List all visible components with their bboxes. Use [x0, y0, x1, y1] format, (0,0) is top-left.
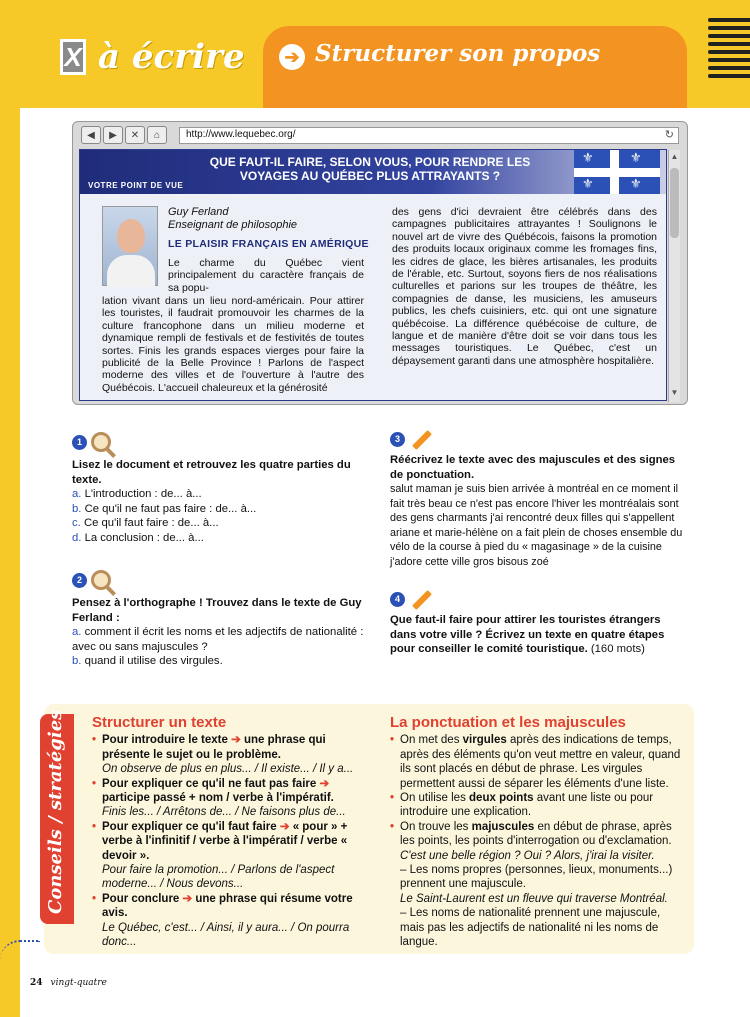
exercise-instruction: Pensez à l'orthographe ! Trouvez dans le texte de Guy Ferland :: [72, 597, 362, 624]
list-item: • Pour expliquer ce qu'il ne faut pas faire ➔ participe passé + nom / verbe à l'impératif.: [92, 777, 376, 806]
arrow-right-icon: ➔: [279, 44, 305, 70]
exercise-number: 4: [390, 592, 405, 607]
exercise-instruction: Réécrivez le texte avec des majuscules et des signes de ponctuation.: [390, 454, 676, 481]
web-article: [79, 149, 679, 401]
section-heading: [60, 28, 245, 86]
example-text: On observe de plus en plus... / Il existe... / Il y a...: [102, 763, 354, 776]
lesson-title: Structurer son propos: [315, 40, 601, 67]
scrollbar[interactable]: [668, 150, 680, 402]
url-text: http://www.lequebec.org/: [186, 129, 296, 140]
tips-right-title: La ponctuation et les majuscules: [390, 714, 626, 731]
tips-left-column: [92, 716, 376, 950]
list-item: d. La conclusion : de... à...: [72, 531, 204, 544]
example-text: Pour faire la promotion... / Parlons de l'aspect moderne... / Nous devons...: [102, 864, 335, 891]
home-icon[interactable]: ⌂: [147, 126, 167, 144]
exercise-instruction: Lisez le document et retrouvez les quatre parties du texte.: [72, 459, 351, 486]
article-banner: [80, 150, 666, 194]
url-bar[interactable]: [179, 127, 679, 144]
magnifier-icon: [91, 570, 111, 590]
exercise-2: [72, 570, 372, 669]
list-item: • On trouve les majuscules en début de phrase, après les points, les points d'interrogation ou d'exclamation.: [390, 820, 686, 849]
list-item: a. L'introduction : de... à...: [72, 488, 202, 500]
word-count: (160 mots): [590, 643, 645, 655]
article-title: LE PLAISIR FRANÇAIS EN AMÉRIQUE: [168, 238, 369, 250]
scroll-thumb[interactable]: [670, 168, 679, 238]
x-logo-icon: X: [60, 39, 86, 75]
scroll-up-icon[interactable]: ▲: [670, 152, 679, 161]
example-text: Finis les... / Arrêtons de... / Ne faisons plus de...: [102, 806, 346, 819]
list-item: b. Ce qu'il ne faut pas faire : de... à...: [72, 502, 257, 515]
article-col2: des gens d'ici devraient être célébrés dans des campagnes publicitaires attrayantes ! Soulignons le nouvel art de vivre des Québécois, faisons la promotion des produits locaux originaux comme les fromages fins, les cidres de glace, les bières artisanales, les produits de l'érable, etc. Surtout, soyons fiers de nos réalisations culturelles et parions sur les troupes de théâtre, les compagnies de danse, les musiciens, les amuseurs publics, les chefs cuisiniers, etc. qui ont une signature québécoise. La différence québécoise de culture, de langue et de manière d'être doit se voir dans tous les messages touristiques. Le Québec, c'est un dépaysement garanti dans une atmosphère hospitalière.: [392, 206, 657, 367]
decorative-dots: [0, 940, 40, 980]
pencil-icon: [412, 430, 432, 450]
list-item: • On met des virgules après des indications de temps, après des éléments qu'on veut mettre en valeur, quand ils sont placés en début de phrase. Les virgules permettent aussi de séparer les éléments d'une liste.: [390, 733, 686, 791]
exercise-4: [390, 592, 690, 657]
browser-window: [72, 121, 688, 405]
example-text: C'est une belle région ? Oui ? Alors, j'irai la visiter.: [400, 849, 655, 862]
tips-left-title: Structurer un texte: [92, 714, 227, 731]
rule-text: – Les noms propres (personnes, lieux, monuments...) prennent une majuscule.: [400, 864, 673, 891]
exercise-number: 1: [72, 435, 87, 450]
page-footer: [30, 978, 107, 988]
pencil-icon: [412, 590, 432, 610]
browser-nav: [81, 126, 167, 144]
back-icon[interactable]: ◀: [81, 126, 101, 144]
quebec-flag-icon: ⚜ ⚜ ⚜ ⚜: [574, 150, 660, 194]
list-item: b. quand il utilise des virgules.: [72, 655, 223, 667]
list-item: • Pour conclure ➔ une phrase qui résume votre avis.: [92, 892, 376, 921]
close-icon[interactable]: ✕: [125, 126, 145, 144]
author-info: [168, 206, 297, 232]
exercise-number: 3: [390, 432, 405, 447]
tips-label: Conseils / stratégies: [45, 709, 66, 914]
example-text: Le Québec, c'est... / Ainsi, il y aura... / On pourra donc...: [102, 921, 350, 949]
article-question: QUE FAUT-IL FAIRE, SELON VOUS, POUR RENDRE LES VOYAGES AU QUÉBEC PLUS ATTRAYANTS ?: [209, 155, 531, 183]
rubric-label: VOTRE POINT DE VUE: [88, 181, 184, 190]
exercise-instruction: Que faut-il faire pour attirer les touristes étrangers dans votre ville ? Écrivez un texte en quatre étapes pour conseiller le comité touristique. (160 mots): [390, 614, 665, 655]
list-item: • On utilise les deux points avant une liste ou pour introduire une explication.: [390, 791, 686, 820]
lesson-tab: [263, 26, 687, 108]
tips-right-column: [390, 716, 686, 950]
page-words: vingt-quatre: [50, 978, 107, 988]
magnifier-icon: [91, 432, 111, 452]
list-item: a. comment il écrit les noms et les adjectifs de nationalité : avec ou sans majuscules ?: [72, 626, 364, 653]
article-col1-top: Le charme du Québec vient principalement du caractère français de sa popu-: [168, 257, 364, 294]
list-item: • Pour introduire le texte ➔ une phrase qui présente le sujet ou le problème.: [92, 733, 376, 762]
exercise-3: [390, 432, 685, 569]
tips-label-tab: [40, 709, 74, 924]
author-name: Guy Ferland: [168, 206, 229, 218]
example-text: Le Saint-Laurent est un fleuve qui traverse Montréal.: [400, 892, 668, 905]
forward-icon[interactable]: ▶: [103, 126, 123, 144]
author-photo: [102, 206, 158, 286]
scroll-down-icon[interactable]: ▼: [670, 388, 679, 397]
spiral-binding: [708, 14, 750, 82]
rule-text: – Les noms de nationalité prennent une majuscule, mais pas les adjectifs de nationalité ni les noms de langue.: [400, 907, 661, 949]
exercise-number: 2: [72, 573, 87, 588]
page-number: 24: [30, 978, 43, 988]
author-role: Enseignant de philosophie: [168, 219, 298, 231]
exercise-text: salut maman je suis bien arrivée à montréal en ce moment il fait très beau ce n'est pas encore l'hiver les montréalais sont des gens charmants j'ai rencontré deux filles qui s'appellent ariane et marie-hélène on a fait plein de choses ensemble du vélo de la course à pied du « magasinage » de la cuisine j'adore cette ville gros bisous zoé: [390, 483, 683, 568]
list-item: • Pour expliquer ce qu'il faut faire ➔ « pour » + verbe à l'infinitif / verbe à l'impératif / verbe « devoir ».: [92, 820, 376, 863]
section-title: à écrire: [98, 37, 245, 77]
refresh-icon[interactable]: ↻: [664, 129, 674, 141]
article-col1-rest: lation vivant dans un lieu nord-américain. Pour attirer les touristes, il faudrait promouvoir les charmes de la culture francophone dans un milieu moderne et dynamique rempli de festivals et de festivités de toutes sortes. Finis les grands espaces vierges pour faire la publicité de la Belle Province ! Parlons de l'aspect moderne des villes et de l'ouverture à l'autre des Québécois. L'accueil chaleureux et la générosité: [102, 295, 364, 394]
list-item: c. Ce qu'il faut faire : de... à...: [72, 517, 219, 529]
exercise-1: [72, 432, 362, 545]
